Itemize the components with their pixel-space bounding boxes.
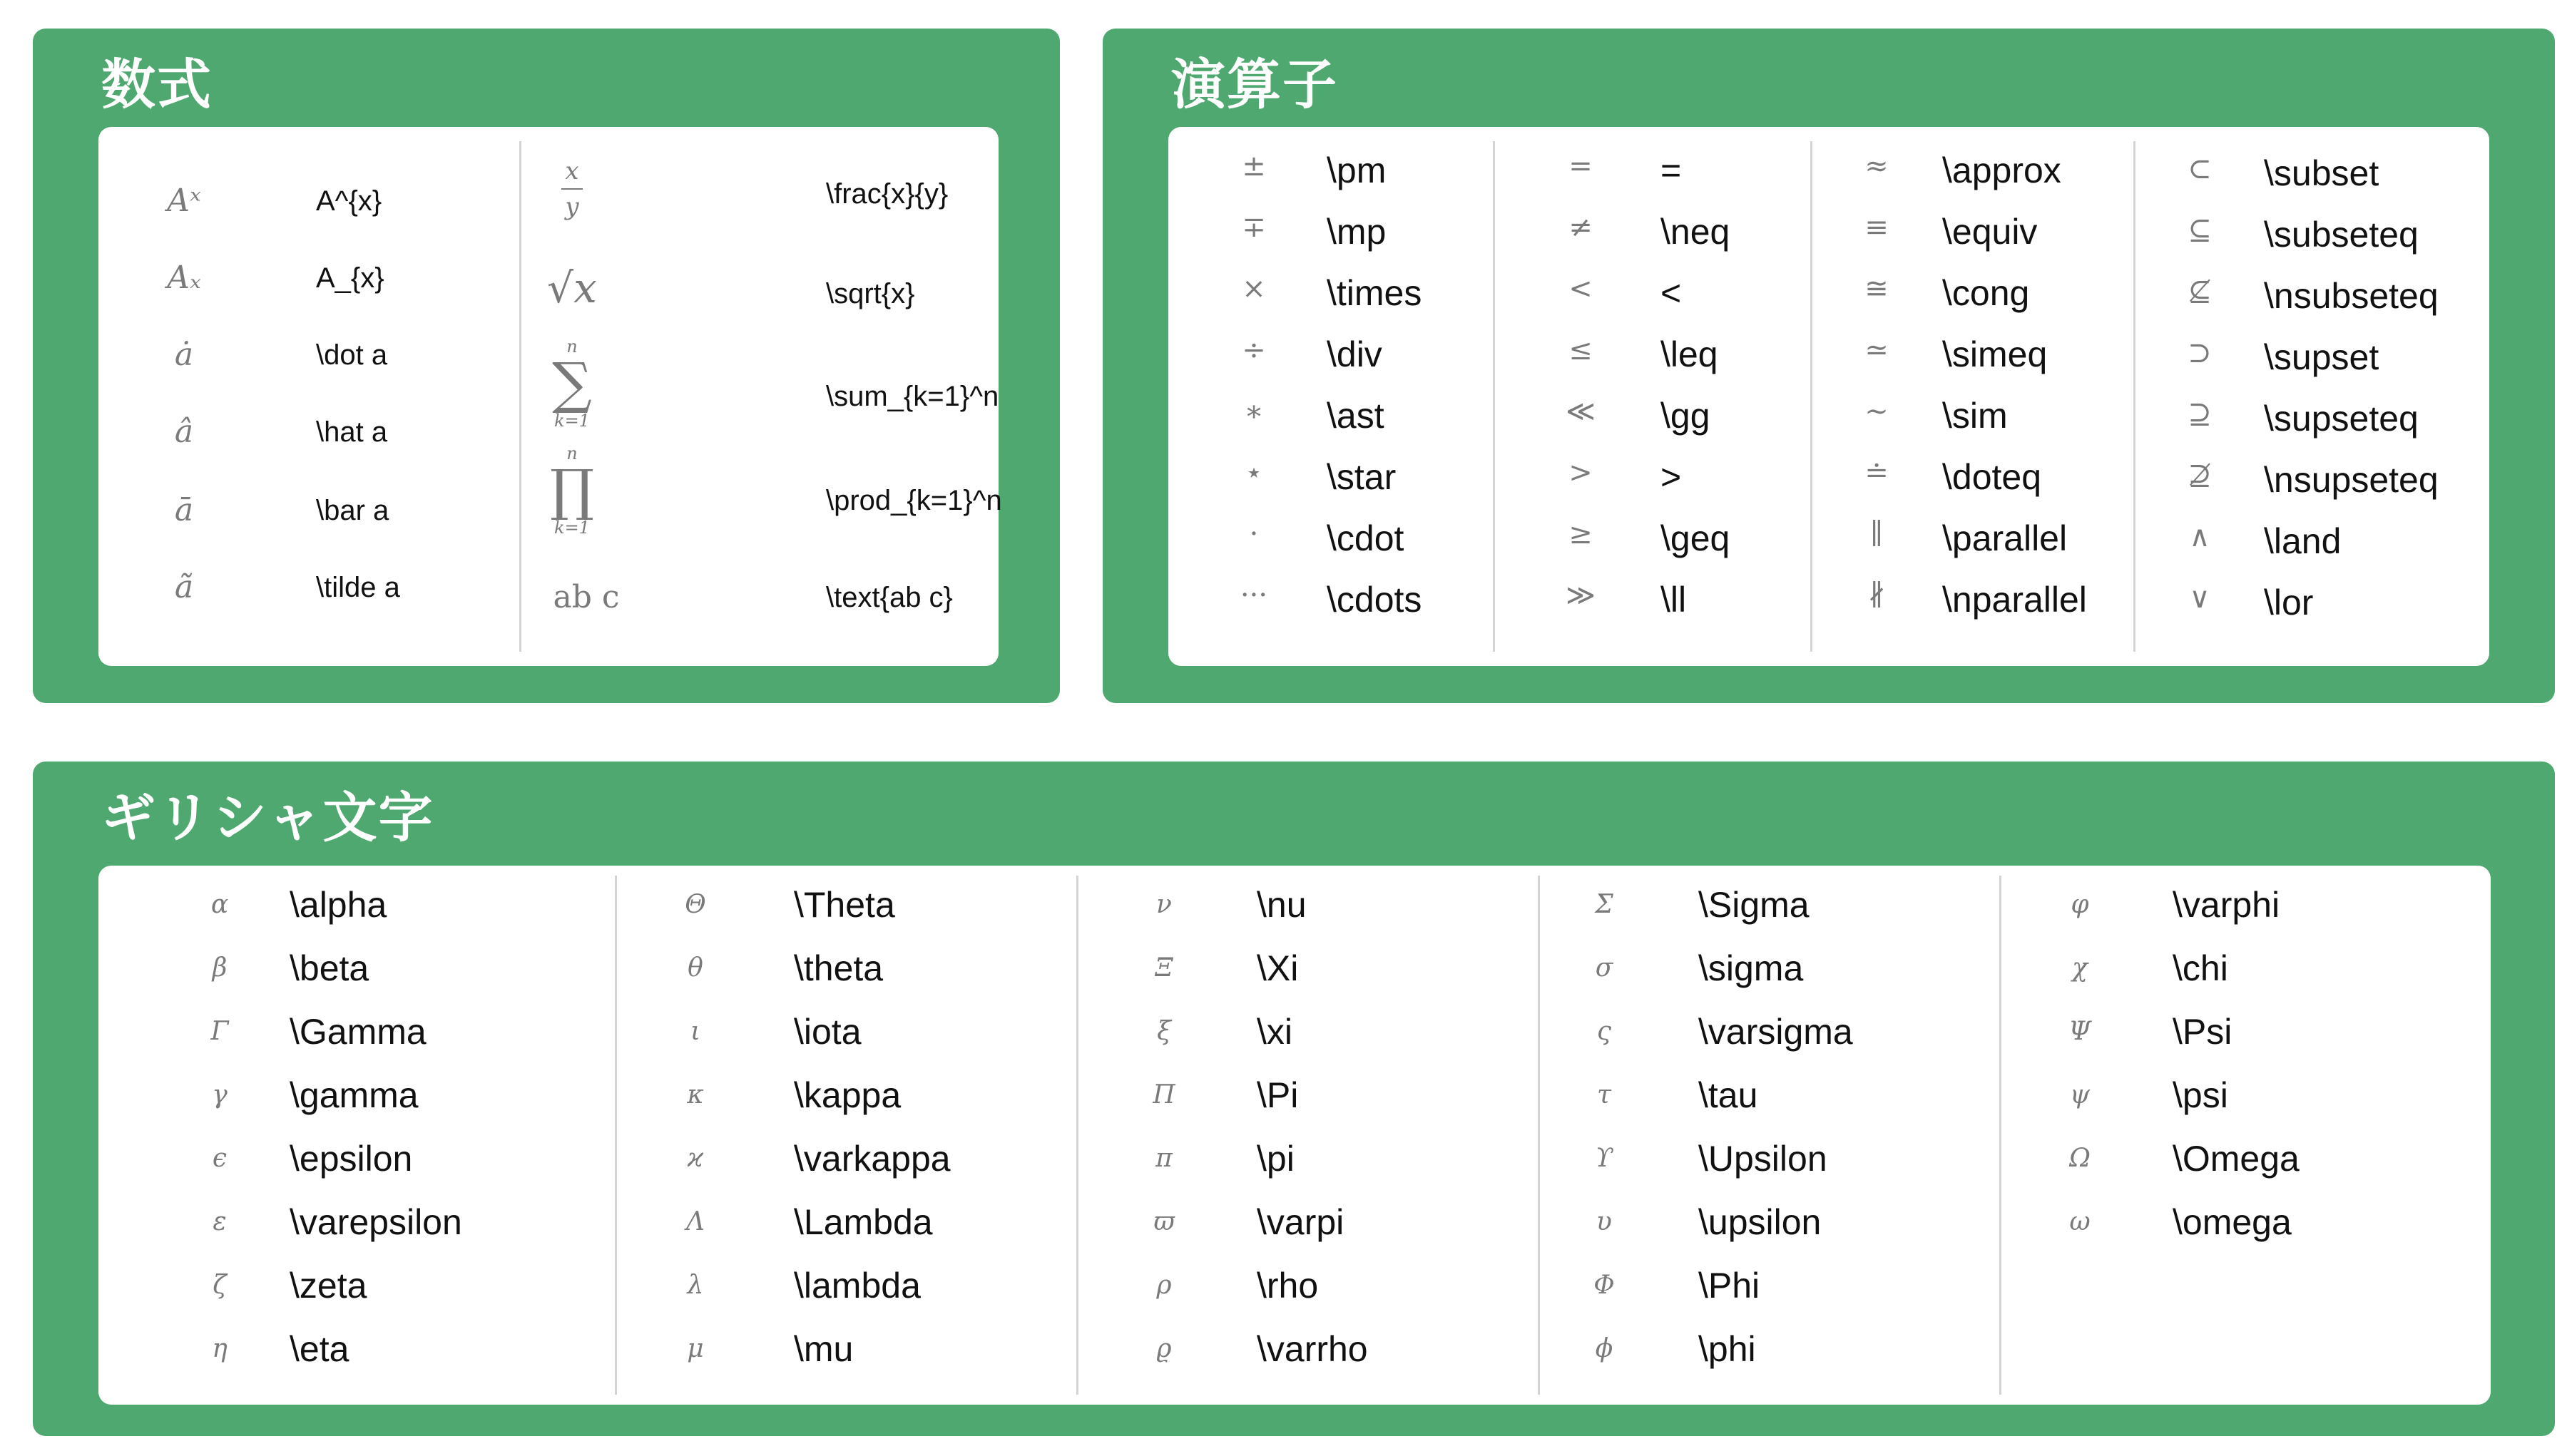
product-lower-limit: k=1: [554, 518, 590, 538]
greek-command: \varpi: [1257, 1202, 1344, 1242]
fraction-numerator: x: [565, 157, 579, 185]
greek-symbol: π: [1155, 1144, 1173, 1173]
math-command: \sqrt{x}: [826, 278, 915, 309]
greek-command: \Theta: [794, 885, 895, 925]
greek-command: \zeta: [290, 1266, 367, 1306]
greek-symbol: Ω: [2069, 1144, 2091, 1173]
greek-symbol: ε: [213, 1207, 227, 1236]
operator-symbol: <: [1568, 272, 1593, 305]
greek-symbol: μ: [687, 1334, 704, 1363]
math-command: \tilde a: [316, 572, 400, 603]
operator-symbol: ···: [1240, 579, 1268, 612]
math-command: \hat a: [316, 416, 388, 448]
greek-symbol: γ: [212, 1080, 228, 1109]
greek-command: \xi: [1257, 1012, 1292, 1052]
greek-symbol: ϰ: [687, 1144, 704, 1173]
greek-command: \Pi: [1257, 1075, 1299, 1115]
operator-symbol: ∗: [1244, 395, 1264, 428]
greek-command: \varphi: [2173, 885, 2280, 925]
greek-symbol: η: [212, 1334, 228, 1363]
greek-command: \varsigma: [1698, 1012, 1853, 1052]
operator-command: \cong: [1942, 273, 2030, 313]
operator-command: \gg: [1660, 396, 1710, 436]
operator-command: \geq: [1660, 518, 1730, 558]
operator-symbol: >: [1568, 456, 1593, 489]
math-symbol: Aₓ: [167, 260, 201, 296]
greek-symbol: φ: [2071, 890, 2089, 919]
operator-command: \leq: [1660, 334, 1718, 374]
operator-command: \parallel: [1942, 518, 2068, 558]
operator-symbol: ⊈: [2188, 275, 2212, 308]
greek-command: \Lambda: [794, 1202, 933, 1242]
math-command: \dot a: [316, 339, 388, 371]
greek-command: \Omega: [2173, 1139, 2300, 1179]
greek-command: \varepsilon: [290, 1202, 462, 1242]
math-right-column: [522, 127, 1002, 666]
greek-column-2: [617, 866, 1076, 1405]
operator-command: \mp: [1327, 212, 1387, 252]
greek-command: \iota: [794, 1012, 862, 1052]
greek-column-5: [2001, 866, 2491, 1405]
greek-command: \varkappa: [794, 1139, 951, 1179]
greek-command: \alpha: [290, 885, 387, 925]
greek-symbol: ϕ: [1595, 1334, 1613, 1363]
greek-symbol: ψ: [2069, 1080, 2091, 1109]
greek-command: \beta: [290, 948, 369, 988]
greek-command: \theta: [794, 948, 884, 988]
operator-symbol: ×: [1242, 272, 1266, 305]
math-row: [98, 331, 519, 381]
operator-symbol: ≠: [1568, 211, 1593, 244]
sqrt-symbol: √x: [547, 264, 597, 312]
math-panel-title: 数式: [101, 53, 213, 116]
greek-symbol: Σ: [1595, 890, 1613, 919]
greek-symbol: ξ: [1157, 1017, 1171, 1046]
greek-symbol: α: [210, 890, 229, 919]
operator-symbol: ≐: [1864, 456, 1889, 489]
operator-symbol: ≫: [1566, 579, 1596, 612]
operator-command: \ll: [1660, 580, 1687, 620]
greek-command: \eta: [290, 1329, 349, 1369]
math-symbol: â: [174, 414, 194, 450]
operator-command: <: [1660, 273, 1682, 313]
operator-command: \cdots: [1327, 580, 1422, 620]
greek-command: \upsilon: [1698, 1202, 1822, 1242]
greek-symbol: ϖ: [1153, 1207, 1175, 1236]
math-symbol: ā: [174, 492, 194, 528]
fraction-bar: [561, 188, 583, 190]
greek-command: \chi: [2173, 948, 2228, 988]
math-row: [98, 254, 519, 304]
operator-symbol: ∦: [1867, 579, 1886, 612]
math-panel: [33, 29, 1060, 703]
column-divider: [519, 141, 521, 652]
operator-command: \cdot: [1327, 518, 1404, 558]
operator-symbol: ≃: [1864, 334, 1889, 366]
operators-panel: [1103, 29, 2555, 703]
greek-symbol: Γ: [210, 1017, 229, 1046]
operator-symbol: ≅: [1864, 272, 1889, 305]
operator-symbol: =: [1568, 150, 1593, 183]
operator-symbol: ∓: [1242, 211, 1266, 244]
greek-symbol: Ξ: [1155, 953, 1173, 983]
product-symbol: [536, 445, 608, 536]
operator-command: \subseteq: [2264, 215, 2419, 255]
greek-symbol: θ: [688, 953, 703, 983]
operators-column-1: [1168, 127, 1493, 666]
greek-symbol: Λ: [686, 1207, 705, 1236]
operator-command: \sim: [1942, 396, 2008, 436]
math-command: A_{x}: [316, 262, 384, 294]
greek-symbol: σ: [1595, 953, 1613, 983]
operator-symbol: ∨: [2189, 582, 2210, 615]
greek-symbol: ν: [1156, 890, 1172, 919]
greek-symbol: κ: [687, 1080, 704, 1109]
greek-symbol: χ: [2072, 953, 2088, 983]
operator-symbol: ⊂: [2188, 153, 2212, 185]
operator-command: \nsubseteq: [2264, 276, 2439, 316]
product-upper-limit: n: [566, 444, 578, 463]
greek-command: \psi: [2173, 1075, 2228, 1115]
greek-symbol: ω: [2069, 1207, 2091, 1236]
math-row: [98, 563, 519, 613]
greek-command: \gamma: [290, 1075, 419, 1115]
greek-column-4: [1540, 866, 1999, 1405]
operator-command: \supset: [2264, 337, 2379, 377]
operator-symbol: ∥: [1869, 518, 1884, 550]
greek-symbol: β: [212, 953, 228, 983]
math-row: [98, 486, 519, 536]
operator-command: \lor: [2264, 583, 2314, 622]
greek-command: \omega: [2173, 1202, 2292, 1242]
product-operator: ∏: [549, 458, 595, 523]
operator-symbol: ⊃: [2188, 337, 2212, 369]
math-symbol: Aˣ: [167, 183, 201, 219]
greek-column-3: [1078, 866, 1538, 1405]
text-symbol: ab c: [553, 579, 620, 615]
greek-command: \Gamma: [290, 1012, 427, 1052]
greek-symbol: ϵ: [212, 1144, 228, 1173]
operator-symbol: ÷: [1242, 334, 1266, 366]
operator-symbol: ≪: [1566, 395, 1596, 428]
math-card: [98, 127, 1002, 666]
operator-symbol: ≥: [1568, 518, 1593, 550]
greek-command: \kappa: [794, 1075, 902, 1115]
greek-command: \sigma: [1698, 948, 1804, 988]
operator-symbol: ≡: [1864, 211, 1889, 244]
operator-command: \times: [1327, 273, 1422, 313]
greek-symbol: λ: [687, 1271, 704, 1300]
operator-symbol: ∼: [1864, 395, 1889, 428]
math-command: \sum_{k=1}^n: [826, 381, 999, 412]
greek-symbol: Ψ: [2068, 1017, 2091, 1046]
math-command: \frac{x}{y}: [826, 178, 949, 210]
greek-card: [98, 866, 2491, 1405]
greek-symbol: ι: [690, 1017, 701, 1046]
greek-symbol: Θ: [685, 890, 706, 919]
greek-command: \Upsilon: [1698, 1139, 1827, 1179]
operator-command: \nsupseteq: [2264, 460, 2439, 500]
operator-command: \star: [1327, 457, 1397, 497]
operators-card: [1168, 127, 2489, 666]
math-command: A^{x}: [316, 185, 382, 217]
fraction-symbol: [536, 157, 608, 221]
operator-command: \neq: [1660, 212, 1730, 252]
greek-command: \rho: [1257, 1266, 1319, 1306]
math-row: [98, 408, 519, 458]
greek-command: \tau: [1698, 1075, 1758, 1115]
greek-command: \Phi: [1698, 1266, 1760, 1306]
operator-command: \simeq: [1942, 334, 2048, 374]
operator-symbol: ≤: [1568, 334, 1593, 366]
operators-column-3: [1812, 127, 2133, 666]
operator-command: \supseteq: [2264, 399, 2419, 439]
operators-column-4: [2135, 127, 2489, 666]
greek-panel-title: ギリシャ文字: [101, 786, 434, 849]
operator-command: \div: [1327, 334, 1382, 374]
greek-column-1: [98, 866, 615, 1405]
operator-command: =: [1660, 150, 1682, 190]
greek-command: \phi: [1698, 1329, 1756, 1369]
operator-command: \equiv: [1942, 212, 2038, 252]
greek-symbol: ζ: [213, 1271, 227, 1300]
greek-panel: [33, 762, 2555, 1436]
operator-command: \subset: [2264, 153, 2379, 193]
operator-command: \ast: [1327, 396, 1384, 436]
greek-symbol: ς: [1596, 1017, 1612, 1046]
math-command: \bar a: [316, 495, 389, 526]
operator-command: \doteq: [1942, 457, 2042, 497]
math-symbol: ȧ: [174, 337, 194, 373]
operator-symbol: ⊆: [2188, 214, 2212, 247]
greek-command: \Sigma: [1698, 885, 1810, 925]
operator-symbol: ∧: [2189, 521, 2210, 553]
operator-command: \pm: [1327, 150, 1387, 190]
sum-upper-limit: n: [566, 337, 578, 357]
operator-symbol: ·: [1249, 518, 1259, 550]
greek-command: \epsilon: [290, 1139, 413, 1179]
greek-symbol: Φ: [1593, 1271, 1615, 1300]
operator-symbol: ±: [1242, 150, 1266, 183]
greek-command: \lambda: [794, 1266, 921, 1306]
greek-command: \pi: [1257, 1139, 1295, 1179]
greek-symbol: Π: [1153, 1080, 1175, 1109]
greek-symbol: τ: [1597, 1080, 1611, 1109]
operator-symbol: ≈: [1864, 150, 1889, 183]
operator-command: \approx: [1942, 150, 2061, 190]
math-command: \text{ab c}: [826, 582, 953, 613]
operator-symbol: ⊉: [2188, 459, 2212, 492]
greek-symbol: ρ: [1156, 1271, 1172, 1300]
math-left-column: [98, 127, 519, 666]
operator-command: \nparallel: [1942, 580, 2087, 620]
greek-command: \nu: [1257, 885, 1307, 925]
greek-symbol: ϒ: [1595, 1144, 1613, 1173]
math-command: \prod_{k=1}^n: [826, 485, 1002, 516]
operators-column-2: [1495, 127, 1810, 666]
sum-operator: ∑: [552, 352, 592, 416]
operator-symbol: ⊇: [2188, 398, 2212, 431]
greek-command: \mu: [794, 1329, 854, 1369]
greek-command: \Xi: [1257, 948, 1299, 988]
operator-command: \land: [2264, 521, 2342, 561]
operator-command: >: [1660, 457, 1682, 497]
math-symbol: ã: [174, 569, 194, 605]
greek-command: \Psi: [2173, 1012, 2232, 1052]
math-row: [98, 177, 519, 227]
fraction-denominator: y: [565, 193, 579, 221]
greek-command: \varrho: [1257, 1329, 1368, 1369]
operator-symbol: ⋆: [1245, 456, 1263, 489]
sum-symbol: [536, 338, 608, 429]
operators-panel-title: 演算子: [1171, 53, 1338, 116]
greek-symbol: υ: [1596, 1207, 1612, 1236]
greek-symbol: ϱ: [1156, 1334, 1172, 1363]
sum-lower-limit: k=1: [554, 411, 590, 431]
